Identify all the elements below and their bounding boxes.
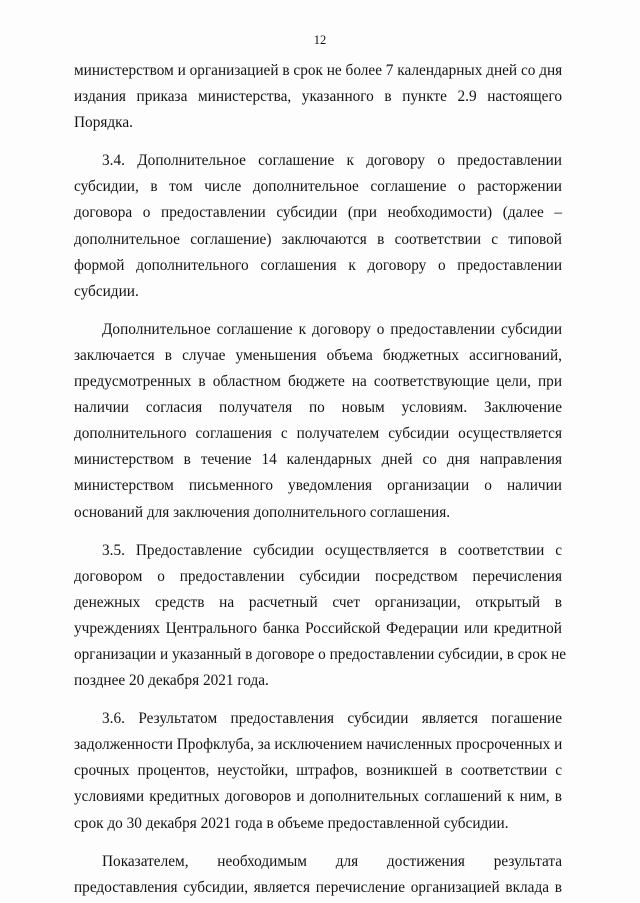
- text-line: 3.4. Дополнительное соглашение к договору о предоставлении: [102, 152, 562, 170]
- text-line: наличии согласия получателя по новым условиям. Заключение: [74, 399, 562, 417]
- text-line: учреждениях Центрального банка Российской Федерации или кредитной: [74, 619, 562, 637]
- text-line: денежных средств на расчетный счет организации, открытый в: [74, 593, 562, 611]
- text-line: 3.6. Результатом предоставления субсидии является погашение: [102, 710, 562, 728]
- text-line: задолженности Профклуба, за исключением начисленных просроченных и: [74, 736, 563, 754]
- text-line: министерством письменного уведомления организации о наличии: [74, 477, 562, 495]
- text-line: 3.5. Предоставление субсидии осуществляется в соответствии с: [102, 541, 562, 559]
- text-line: Дополнительное соглашение к договору о предоставлении субсидии: [102, 320, 562, 338]
- document-body: [74, 58, 567, 901]
- text-line: организации и указанный в договоре о предоставлении субсидии, в срок не: [74, 645, 567, 663]
- text-line: договора о предоставлении субсидии (при необходимости) (далее –: [74, 204, 562, 222]
- text-line: позднее 20 декабря 2021 года.: [74, 672, 269, 690]
- text-line: министерством в течение 14 календарных дней со дня направления: [74, 451, 562, 469]
- paragraph-p2: [74, 148, 562, 305]
- text-line: срочных процентов, неустойки, штрафов, возникшей в соответствии с: [74, 762, 562, 780]
- text-line: Показателем, необходимым для достижения результата: [102, 852, 562, 870]
- text-line: субсидии.: [74, 282, 139, 300]
- text-line: заключается в случае уменьшения объема бюджетных ассигнований,: [74, 346, 562, 364]
- text-line: предоставления субсидии, является перечисление организацией вклада в: [74, 878, 562, 896]
- text-line: издания приказа министерства, указанного в пункте 2.9 настоящего: [74, 88, 562, 106]
- text-line: договором о предоставлении субсидии посредством перечисления: [74, 567, 562, 585]
- paragraph-p5: [74, 706, 562, 836]
- text-line: дополнительного соглашения с получателем субсидии осуществляется: [74, 425, 562, 443]
- text-line: дополнительное соглашение) заключаются в соответствии с типовой: [74, 230, 562, 248]
- text-line: условиями кредитных договоров и дополнительных соглашений к ним, в: [74, 788, 562, 806]
- page-number: 12: [313, 33, 327, 47]
- text-line: срок до 30 декабря 2021 года в объеме предоставленной субсидии.: [74, 814, 509, 832]
- text-line: оснований для заключения дополнительного соглашения.: [74, 503, 451, 521]
- text-line: предусмотренных в областном бюджете на соответствующие цели, при: [74, 373, 562, 391]
- paragraph-p3: [74, 317, 562, 526]
- paragraph-p6: [74, 849, 562, 901]
- text-line: министерством и организацией в срок не более 7 календарных дней со дня: [74, 62, 563, 79]
- text-line: Порядка.: [74, 114, 133, 132]
- paragraph-p4: [74, 538, 567, 695]
- text-line: субсидии, в том числе дополнительное соглашение о расторжении: [74, 178, 562, 196]
- text-line: формой дополнительного соглашения к договору о предоставлении: [74, 256, 562, 274]
- paragraph-p1: [74, 58, 562, 136]
